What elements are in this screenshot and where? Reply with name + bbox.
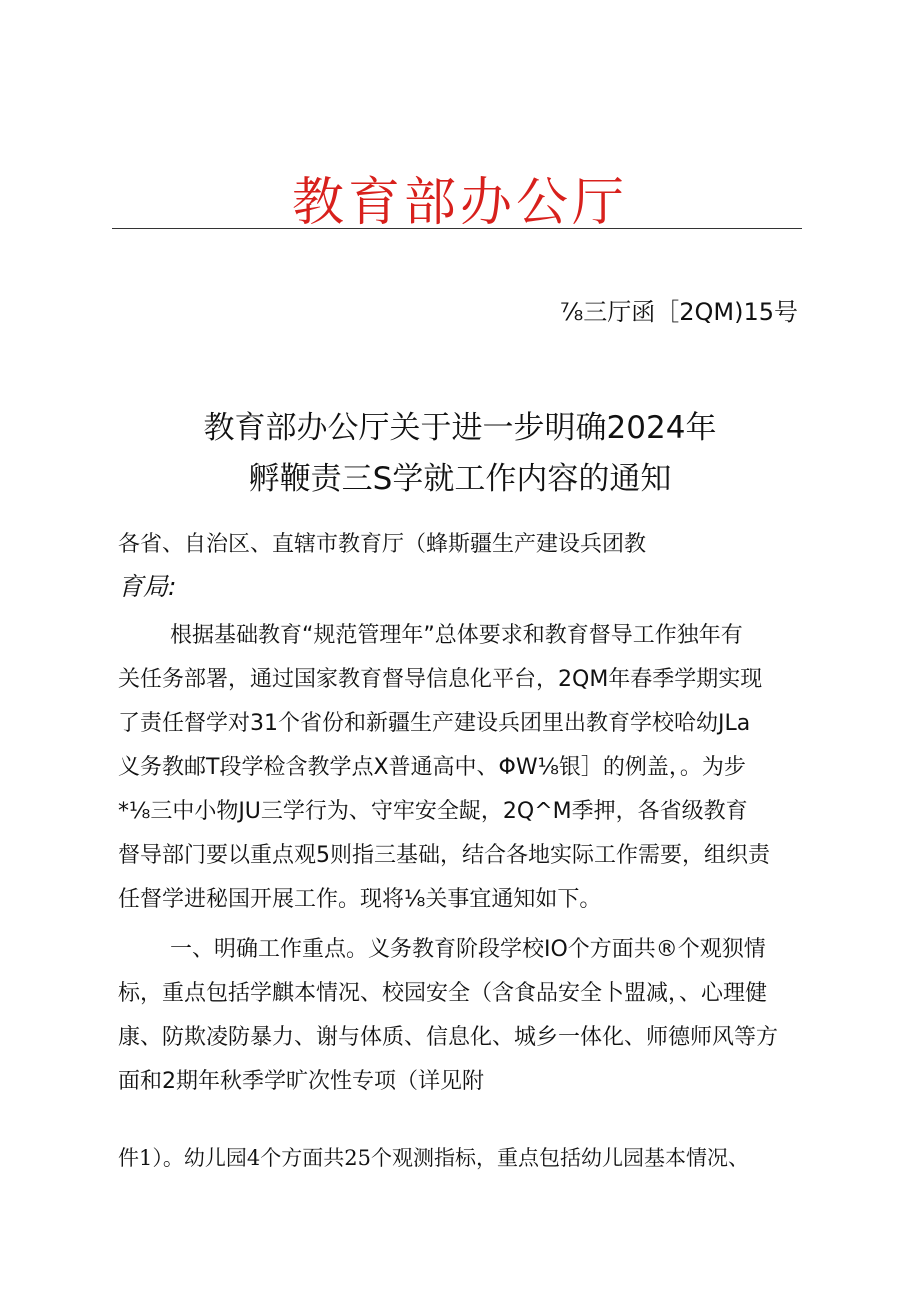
addressee-line-2: 育局: bbox=[118, 572, 177, 601]
body-paragraph-1-line: 任督学进秘国开展工作。现将⅛关事宜通知如下。 bbox=[118, 887, 602, 912]
document-title-line-1: 教育部办公厅关于进一步明确2024年 bbox=[203, 410, 717, 446]
issuing-office-header: 教育部办公厅 bbox=[291, 173, 628, 233]
document-title-line-2: 孵鞭责三S学就工作内容的通知 bbox=[248, 461, 672, 497]
body-paragraph-2-line: 康、防欺凌防暴力、谢与体质、信息化、城乡一体化、师德师风等方 bbox=[118, 1025, 779, 1050]
body-paragraph-1-line: *⅛三中小物JU三学行为、守牢安全龊，2Q^M季押，各省级教育 bbox=[118, 799, 748, 824]
body-paragraph-3-line: 件1）。幼儿园4个方面共25个观测指标，重点包括幼儿园基本情况、 bbox=[118, 1146, 749, 1170]
addressee-line-1: 各省、自治区、直辖市教育厅（蜂斯疆生产建设兵团教 bbox=[118, 532, 647, 557]
document-number: ⅞三厅函［2QM)15号 bbox=[559, 298, 798, 326]
body-paragraph-2-line: 面和2期年秋季学旷次性专项（详见附 bbox=[118, 1069, 484, 1094]
body-paragraph-2-line: 一、明确工作重点。义务教育阶段学校IO个方面共®个观狈情 bbox=[170, 937, 766, 962]
header-divider bbox=[112, 228, 802, 229]
body-paragraph-1-line: 义务教邮T段学检含教学点X普通高中、ΦW⅛银］的例盖，。为步 bbox=[118, 755, 746, 780]
body-paragraph-1-line: 根据基础教育“规范管理年”总体要求和教育督导工作独年有 bbox=[170, 623, 743, 648]
body-paragraph-2-line: 标，重点包括学麒本情况、校园安全（含食品安全卜盟减，、心理健 bbox=[118, 981, 768, 1006]
body-paragraph-1-line: 关任务部署，通过国家教育督导信息化平台，2QM年春季学期实现 bbox=[118, 667, 763, 692]
body-paragraph-1-line: 了责任督学对31个省份和新疆生产建设兵团里出教育学校哈幼JLa bbox=[118, 711, 751, 736]
body-paragraph-1-line: 督导部门要以重点观5则指三基础，结合各地实际工作需要，组织责 bbox=[118, 843, 770, 868]
